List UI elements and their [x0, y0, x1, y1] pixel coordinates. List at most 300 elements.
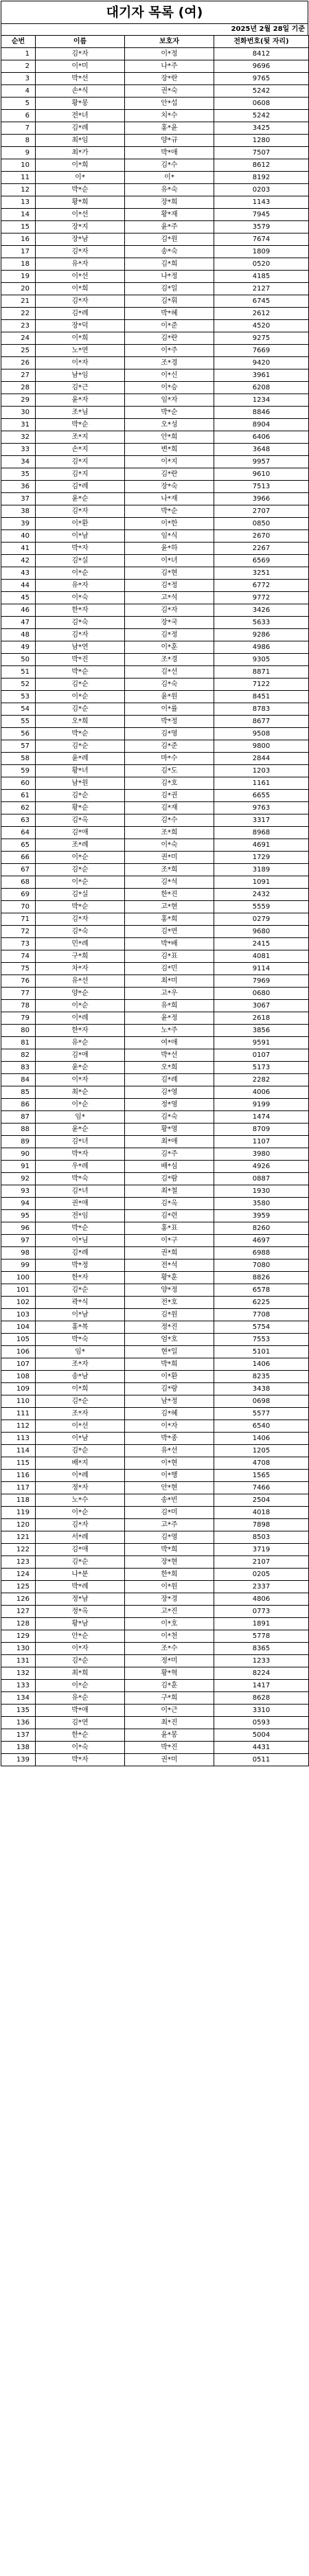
table-row [1, 1667, 309, 1680]
phone-suffix: 6569 [214, 555, 309, 567]
table-row [1, 1222, 309, 1235]
table-row [1, 209, 309, 221]
patient-name: 김*순 [36, 703, 125, 716]
table-row [1, 1111, 309, 1124]
table-row [1, 889, 309, 901]
row-number: 13 [1, 196, 36, 209]
guardian-name: 최*미 [125, 975, 214, 988]
patient-name: 이*미 [36, 60, 125, 73]
page-title: 대기자 목록 (여) [1, 1, 308, 23]
patient-name: 안*순 [36, 1630, 125, 1643]
phone-suffix: 0608 [214, 98, 309, 110]
row-number: 5 [1, 98, 36, 110]
table-row [1, 654, 309, 666]
table-row [1, 913, 309, 926]
phone-suffix: 7674 [214, 233, 309, 246]
phone-suffix: 9286 [214, 629, 309, 641]
patient-name: 이*희 [36, 159, 125, 172]
row-number: 67 [1, 864, 36, 876]
patient-name: 김*자 [36, 1519, 125, 1531]
row-number: 97 [1, 1235, 36, 1247]
phone-suffix: 3648 [214, 444, 309, 456]
patient-name: 조*례 [36, 839, 125, 852]
guardian-name: 박*정 [125, 716, 214, 728]
table-row [1, 530, 309, 543]
row-number: 10 [1, 159, 36, 172]
table-row [1, 431, 309, 444]
row-number: 84 [1, 1074, 36, 1086]
row-number: 8 [1, 135, 36, 147]
patient-name: 김*자 [36, 913, 125, 926]
phone-suffix: 8224 [214, 1667, 309, 1680]
row-number: 1 [1, 48, 36, 60]
table-row [1, 938, 309, 950]
row-number: 129 [1, 1630, 36, 1643]
patient-name: 김*순 [36, 1556, 125, 1569]
guardian-name: 장*희 [125, 196, 214, 209]
row-number: 89 [1, 1136, 36, 1148]
table-row [1, 777, 309, 790]
table-row [1, 716, 309, 728]
row-number: 33 [1, 444, 36, 456]
row-number: 95 [1, 1210, 36, 1222]
table-row [1, 679, 309, 691]
table-row [1, 975, 309, 988]
table-row [1, 1420, 309, 1433]
row-number: 118 [1, 1494, 36, 1507]
table-row [1, 60, 309, 73]
row-number: 44 [1, 580, 36, 592]
patient-name: 이*선 [36, 1420, 125, 1433]
guardian-name: 엄*호 [125, 1334, 214, 1346]
patient-name: 송*남 [36, 1371, 125, 1383]
patient-name: 박*순 [36, 728, 125, 740]
phone-suffix: 0279 [214, 913, 309, 926]
row-number: 69 [1, 889, 36, 901]
table-row [1, 1494, 309, 1507]
patient-name: 이*희 [36, 332, 125, 345]
patient-name: 김*숙 [36, 617, 125, 629]
row-number: 15 [1, 221, 36, 233]
guardian-name: 김*원 [125, 233, 214, 246]
phone-suffix: 9508 [214, 728, 309, 740]
guardian-name: 고*우 [125, 988, 214, 1000]
patient-name: 김*자 [36, 246, 125, 258]
phone-suffix: 2107 [214, 1556, 309, 1569]
phone-suffix: 0203 [214, 184, 309, 196]
patient-name: 이*순 [36, 876, 125, 889]
phone-suffix: 4986 [214, 641, 309, 654]
table-row [1, 629, 309, 641]
guardian-name: 박*애 [125, 147, 214, 159]
guardian-name: 김*선 [125, 666, 214, 679]
guardian-name: 이*준 [125, 320, 214, 332]
phone-suffix: 1809 [214, 246, 309, 258]
table-row [1, 271, 309, 283]
patient-name: 윤*순 [36, 493, 125, 505]
table-row [1, 1099, 309, 1111]
row-number: 101 [1, 1284, 36, 1297]
phone-suffix: 3580 [214, 1198, 309, 1210]
phone-suffix: 0107 [214, 1049, 309, 1062]
patient-name: 유*자 [36, 580, 125, 592]
phone-suffix: 1474 [214, 1111, 309, 1124]
guardian-name: 김*혜 [125, 1408, 214, 1420]
row-number: 6 [1, 110, 36, 122]
guardian-name: 현*일 [125, 1346, 214, 1358]
row-number: 64 [1, 827, 36, 839]
phone-suffix: 2267 [214, 543, 309, 555]
phone-suffix: 5004 [214, 1729, 309, 1742]
phone-suffix: 8904 [214, 419, 309, 431]
patient-name: 윤*순 [36, 1062, 125, 1074]
table-row [1, 1334, 309, 1346]
guardian-name: 박*배 [125, 938, 214, 950]
guardian-name: 이*정 [125, 48, 214, 60]
phone-suffix: 9420 [214, 357, 309, 369]
phone-suffix: 9305 [214, 654, 309, 666]
table-row [1, 1445, 309, 1457]
guardian-name: 권*미 [125, 852, 214, 864]
row-number: 126 [1, 1593, 36, 1606]
patient-name: 김*지 [36, 468, 125, 481]
row-number: 106 [1, 1346, 36, 1358]
phone-suffix: 2337 [214, 1581, 309, 1593]
phone-suffix: 6655 [214, 790, 309, 802]
guardian-name: 한*희 [125, 1569, 214, 1581]
phone-suffix: 4006 [214, 1086, 309, 1099]
patient-name: 김*지 [36, 456, 125, 468]
phone-suffix: 8260 [214, 1222, 309, 1235]
guardian-name: 이*행 [125, 1470, 214, 1482]
table-row [1, 1012, 309, 1025]
guardian-name: 황*훈 [125, 1272, 214, 1284]
guardian-name: 박*순 [125, 407, 214, 419]
patient-name: 손*식 [36, 85, 125, 98]
guardian-name: 이*률 [125, 703, 214, 716]
row-number: 47 [1, 617, 36, 629]
patient-name: 남*연 [36, 641, 125, 654]
phone-suffix: 0520 [214, 258, 309, 271]
table-row [1, 1383, 309, 1395]
patient-name: 김*실 [36, 889, 125, 901]
reference-date: 2025년 2월 28일 기준 [1, 23, 308, 35]
phone-suffix: 6225 [214, 1297, 309, 1309]
patient-name: 최*임 [36, 135, 125, 147]
guardian-name: 박*희 [125, 1544, 214, 1556]
table-row [1, 1161, 309, 1173]
row-number: 108 [1, 1371, 36, 1383]
row-number: 23 [1, 320, 36, 332]
row-number: 103 [1, 1309, 36, 1321]
patient-name: 김*순 [36, 740, 125, 753]
guardian-name: 김*정 [125, 580, 214, 592]
row-number: 32 [1, 431, 36, 444]
table-row [1, 1729, 309, 1742]
phone-suffix: 1280 [214, 135, 309, 147]
phone-suffix: 5559 [214, 901, 309, 913]
phone-suffix: 2670 [214, 530, 309, 543]
phone-suffix: 2612 [214, 308, 309, 320]
table-row [1, 691, 309, 703]
row-number: 66 [1, 852, 36, 864]
waitlist-table [1, 35, 309, 1766]
patient-name: 이*자 [36, 357, 125, 369]
phone-suffix: 0887 [214, 1173, 309, 1185]
phone-suffix: 3317 [214, 814, 309, 827]
patient-name: 김*자 [36, 629, 125, 641]
table-row [1, 505, 309, 518]
table-row [1, 159, 309, 172]
phone-suffix: 6772 [214, 580, 309, 592]
row-number: 7 [1, 122, 36, 135]
guardian-name: 송*빈 [125, 1494, 214, 1507]
guardian-name: 조*경 [125, 357, 214, 369]
guardian-name: 김*연 [125, 926, 214, 938]
phone-suffix: 8871 [214, 666, 309, 679]
patient-name: 김*녀 [36, 1185, 125, 1198]
guardian-name: 윤*하 [125, 543, 214, 555]
table-row [1, 1198, 309, 1210]
row-number: 68 [1, 876, 36, 889]
guardian-name: 배*심 [125, 1161, 214, 1173]
guardian-name: 전*석 [125, 1259, 214, 1272]
patient-name: 장*남 [36, 233, 125, 246]
header-phone: 전화번호(뒷 자리) [214, 36, 309, 48]
table-row [1, 258, 309, 271]
row-number: 27 [1, 369, 36, 382]
phone-suffix: 3856 [214, 1025, 309, 1037]
patient-name: 김*순 [36, 1445, 125, 1457]
row-number: 128 [1, 1618, 36, 1630]
phone-suffix: 5242 [214, 85, 309, 98]
patient-name: 이*순 [36, 1099, 125, 1111]
guardian-name: 양*정 [125, 1284, 214, 1297]
row-number: 123 [1, 1556, 36, 1569]
patient-name: 황*봉 [36, 98, 125, 110]
row-number: 121 [1, 1531, 36, 1544]
guardian-name: 홍*표 [125, 1222, 214, 1235]
patient-name: 이*남 [36, 1433, 125, 1445]
patient-name: 유*순 [36, 1692, 125, 1705]
guardian-name: 김*랑 [125, 1383, 214, 1395]
patient-name: 김*실 [36, 555, 125, 567]
patient-name: 김*숙 [36, 926, 125, 938]
patient-name: 곽*식 [36, 1297, 125, 1309]
patient-name: 임* [36, 1346, 125, 1358]
guardian-name: 김*석 [125, 876, 214, 889]
phone-suffix: 1233 [214, 1655, 309, 1667]
row-number: 80 [1, 1025, 36, 1037]
guardian-name: 여*애 [125, 1037, 214, 1049]
patient-name: 서*례 [36, 1531, 125, 1544]
guardian-name: 윤*정 [125, 1012, 214, 1025]
patient-name: 황*남 [36, 1618, 125, 1630]
guardian-name: 김*숙 [125, 1111, 214, 1124]
patient-name: 이*희 [36, 1383, 125, 1395]
patient-name: 한*자 [36, 604, 125, 617]
patient-name: 조*자 [36, 1358, 125, 1371]
patient-name: 김*자 [36, 48, 125, 60]
phone-suffix: 0773 [214, 1606, 309, 1618]
row-number: 79 [1, 1012, 36, 1025]
row-number: 124 [1, 1569, 36, 1581]
phone-suffix: 6406 [214, 431, 309, 444]
row-number: 46 [1, 604, 36, 617]
patient-name: 노*수 [36, 1494, 125, 1507]
patient-name: 박*애 [36, 1705, 125, 1717]
table-row [1, 1321, 309, 1334]
table-row [1, 1000, 309, 1012]
guardian-name: 이*원 [125, 1581, 214, 1593]
table-row [1, 864, 309, 876]
phone-suffix: 8192 [214, 172, 309, 184]
guardian-name: 이*지 [125, 456, 214, 468]
table-body [1, 48, 309, 1766]
patient-name: 민*례 [36, 938, 125, 950]
row-number: 73 [1, 938, 36, 950]
table-row [1, 1742, 309, 1754]
table-row [1, 1457, 309, 1470]
guardian-name: 홍*윤 [125, 122, 214, 135]
patient-name: 이*숙 [36, 592, 125, 604]
patient-name: 임* [36, 1111, 125, 1124]
row-number: 131 [1, 1655, 36, 1667]
guardian-name: 장*란 [125, 73, 214, 85]
row-number: 117 [1, 1482, 36, 1494]
phone-suffix: 5173 [214, 1062, 309, 1074]
guardian-name: 김*현 [125, 567, 214, 580]
guardian-name: 박*종 [125, 1433, 214, 1445]
table-row [1, 740, 309, 753]
phone-suffix: 4081 [214, 950, 309, 963]
patient-name: 정*옥 [36, 1606, 125, 1618]
phone-suffix: 3426 [214, 604, 309, 617]
guardian-name: 나*정 [125, 271, 214, 283]
patient-name: 노*연 [36, 345, 125, 357]
table-row [1, 98, 309, 110]
table-row [1, 1049, 309, 1062]
patient-name: 이*자 [36, 1643, 125, 1655]
patient-name: 이*순 [36, 1000, 125, 1012]
table-row [1, 332, 309, 345]
guardian-name: 김*훈 [125, 1680, 214, 1692]
phone-suffix: 2618 [214, 1012, 309, 1025]
row-number: 78 [1, 1000, 36, 1012]
phone-suffix: 4018 [214, 1507, 309, 1519]
table-row [1, 1074, 309, 1086]
patient-name: 조*자 [36, 1408, 125, 1420]
patient-name: 윤*자 [36, 394, 125, 407]
guardian-name: 윤*봉 [125, 1729, 214, 1742]
phone-suffix: 2707 [214, 505, 309, 518]
table-row [1, 1272, 309, 1284]
table-row [1, 641, 309, 654]
table-row [1, 1531, 309, 1544]
row-number: 18 [1, 258, 36, 271]
table-row [1, 765, 309, 777]
patient-name: 이*남 [36, 530, 125, 543]
patient-name: 이*례 [36, 1470, 125, 1482]
guardian-name: 김*호 [125, 777, 214, 790]
table-row [1, 839, 309, 852]
row-number: 9 [1, 147, 36, 159]
phone-suffix: 7969 [214, 975, 309, 988]
row-number: 119 [1, 1507, 36, 1519]
phone-suffix: 3251 [214, 567, 309, 580]
guardian-name: 장*숙 [125, 481, 214, 493]
row-number: 36 [1, 481, 36, 493]
guardian-name: 박*혜 [125, 308, 214, 320]
table-row [1, 233, 309, 246]
guardian-name: 임*자 [125, 394, 214, 407]
patient-name: 이*자 [36, 1074, 125, 1086]
row-number: 38 [1, 505, 36, 518]
patient-name: 전*녀 [36, 110, 125, 122]
row-number: 77 [1, 988, 36, 1000]
patient-name: 이*숙 [36, 1742, 125, 1754]
table-row [1, 1395, 309, 1408]
table-row [1, 728, 309, 740]
table-row [1, 790, 309, 802]
row-number: 28 [1, 382, 36, 394]
phone-suffix: 0850 [214, 518, 309, 530]
phone-suffix: 1107 [214, 1136, 309, 1148]
row-number: 115 [1, 1457, 36, 1470]
phone-suffix: 7945 [214, 209, 309, 221]
guardian-name: 전*호 [125, 1297, 214, 1309]
phone-suffix: 9680 [214, 926, 309, 938]
phone-suffix: 3189 [214, 864, 309, 876]
row-number: 62 [1, 802, 36, 814]
guardian-name: 김*원 [125, 1309, 214, 1321]
table-row [1, 1185, 309, 1198]
table-row [1, 1680, 309, 1692]
table-row [1, 1136, 309, 1148]
phone-suffix: 7553 [214, 1334, 309, 1346]
row-number: 19 [1, 271, 36, 283]
table-row [1, 1371, 309, 1383]
patient-name: 한*자 [36, 1272, 125, 1284]
guardian-name: 장*국 [125, 617, 214, 629]
guardian-name: 김*주 [125, 1148, 214, 1161]
phone-suffix: 0593 [214, 1717, 309, 1729]
phone-suffix: 4520 [214, 320, 309, 332]
guardian-name: 최*진 [125, 1717, 214, 1729]
patient-name: 장*덕 [36, 320, 125, 332]
patient-name: 유*선 [36, 975, 125, 988]
row-number: 39 [1, 518, 36, 530]
table-row [1, 1346, 309, 1358]
guardian-name: 김*정 [125, 629, 214, 641]
table-row [1, 1309, 309, 1321]
patient-name: 김*연 [36, 1717, 125, 1729]
guardian-name: 이*구 [125, 1235, 214, 1247]
table-row [1, 172, 309, 184]
guardian-name: 조*경 [125, 654, 214, 666]
patient-name: 김*순 [36, 1284, 125, 1297]
patient-name: 이*님 [36, 1235, 125, 1247]
guardian-name: 구*희 [125, 1692, 214, 1705]
phone-suffix: 9800 [214, 740, 309, 753]
guardian-name: 김*휘 [125, 295, 214, 308]
guardian-name: 김*옥 [125, 1198, 214, 1210]
phone-suffix: 3425 [214, 122, 309, 135]
guardian-name: 김*영 [125, 1086, 214, 1099]
row-number: 45 [1, 592, 36, 604]
patient-name: 남*임 [36, 369, 125, 382]
phone-suffix: 1406 [214, 1433, 309, 1445]
